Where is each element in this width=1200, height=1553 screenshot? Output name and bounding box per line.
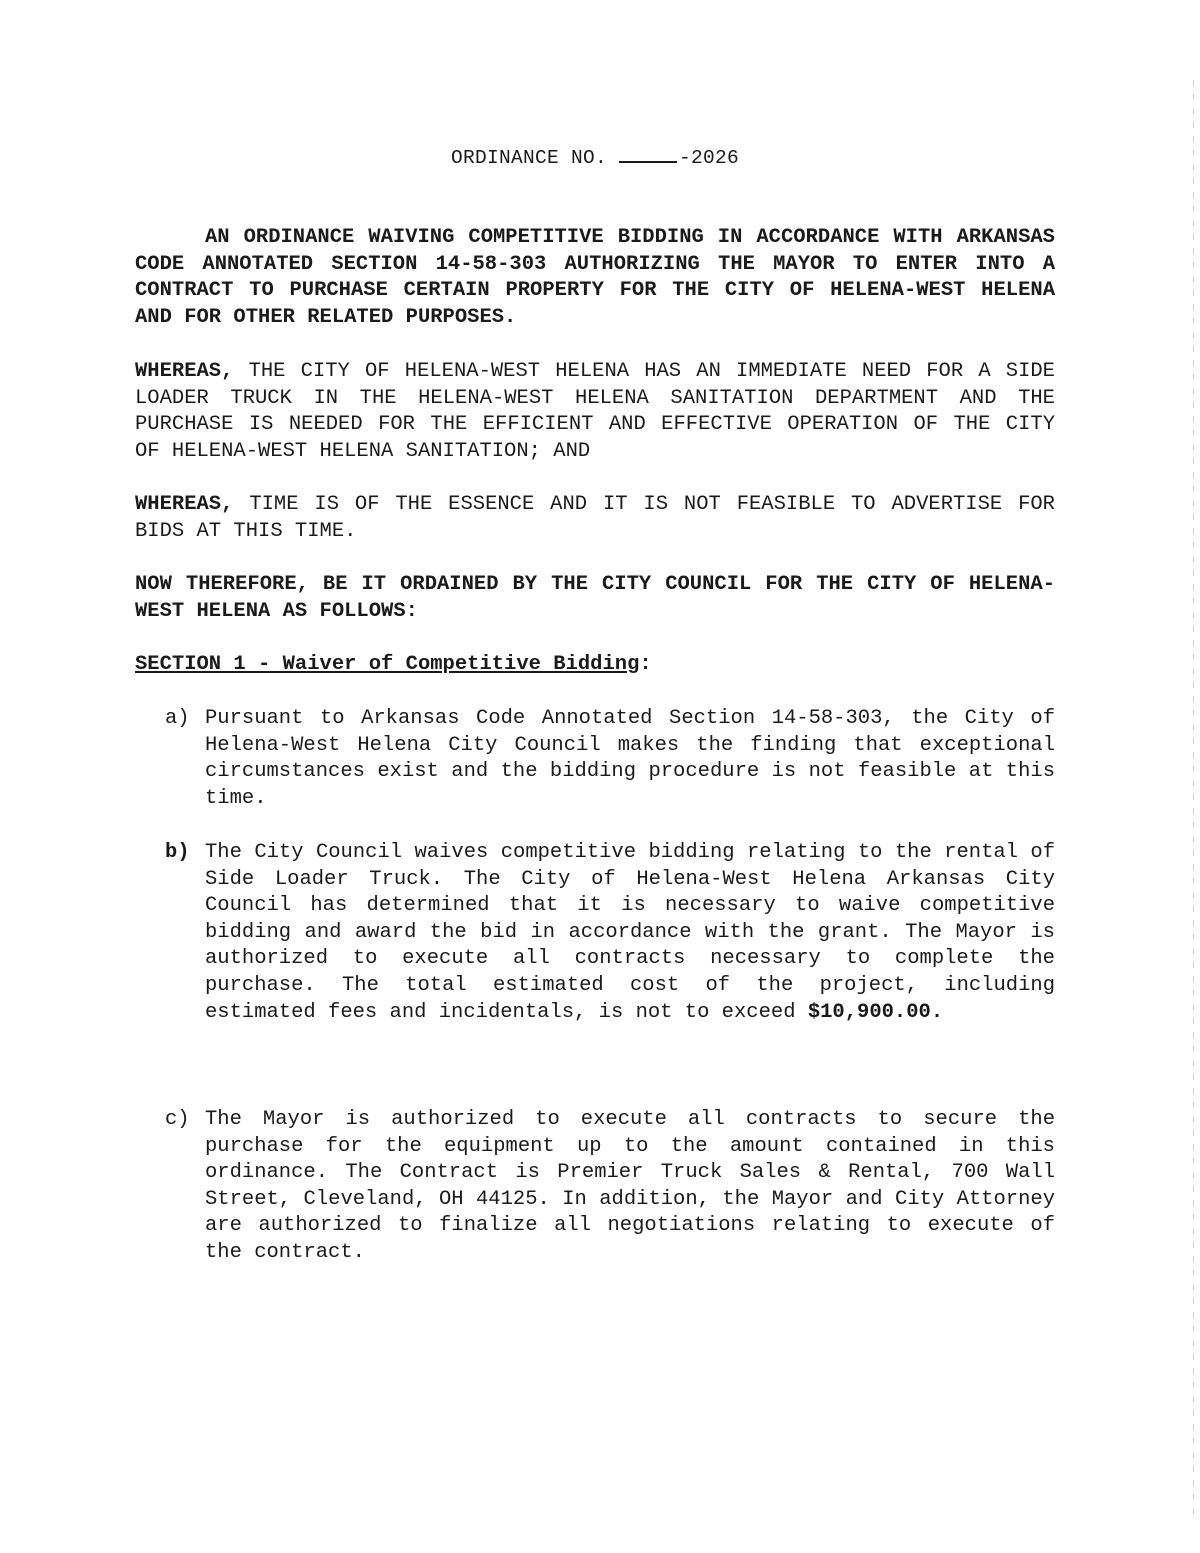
- ordinance-label: ORDINANCE NO.: [450, 147, 607, 169]
- section-1-heading: [135, 652, 652, 679]
- whereas-text: TIME IS OF THE ESSENCE AND IT IS NOT FEASIBLE TO ADVERTISE FOR BIDS AT THIS TIME.: [135, 493, 1055, 543]
- cost-amount: $10,900.00.: [807, 1000, 944, 1024]
- ordinance-number-blank: [619, 143, 677, 163]
- ordinance-title: [0, 143, 1190, 169]
- whereas-lead: WHEREAS,: [135, 493, 234, 516]
- list-item-marker: b): [165, 841, 190, 864]
- list-item-body: The City Council waives competitive bidding relating to the rental of Side Loader Truck. The City of Helena-West Helena Arkansas City Council has determined that it is necessary to waive competitive bidding and award the bid in accordance with the grant. The Mayor is authorized to execute all contracts necessary to complete the purchase. The total estimated cost of the project, including estimated fees and incidentals, is not to exceed: [205, 841, 1055, 1024]
- list-item-marker: a): [165, 707, 190, 730]
- section-1-heading-text: SECTION 1 - Waiver of Competitive Bidding: [135, 653, 640, 676]
- list-item-text: [205, 840, 1055, 1026]
- list-item-text: Pursuant to Arkansas Code Annotated Section 14-58-303, the City of Helena-West Helena City Council makes the finding that exceptional circumstances exist and the bidding procedure is not feasible at this time.: [205, 707, 1055, 810]
- list-item: [165, 1107, 1055, 1267]
- list-item: [165, 840, 1055, 1026]
- list-item: [165, 706, 1055, 812]
- section-1-colon: :: [639, 653, 652, 676]
- whereas-lead: WHEREAS,: [135, 360, 234, 383]
- list-item-text: The Mayor is authorized to execute all contracts to secure the purchase for the equipment up to the amount contained in this ordinance. The Contract is Premier Truck Sales & Rental, 700 Wall Street, Cleveland, OH 44125. In addition, the Mayor and City Attorney are authorized to finalize all negotiations relating to execute of the contract.: [205, 1108, 1055, 1264]
- whereas-text: THE CITY OF HELENA-WEST HELENA HAS AN IMMEDIATE NEED FOR A SIDE LOADER TRUCK IN THE HELENA-WEST HELENA SANITATION DEPARTMENT AND THE PURCHASE IS NEEDED FOR THE EFFICIENT AND EFFECTIVE OPERATION OF THE CITY OF HELENA-WEST HELENA SANITATION; AND: [135, 360, 1055, 463]
- ordinance-year: -2026: [679, 147, 740, 169]
- whereas-clause-2: [135, 492, 1055, 545]
- ordinance-caption: AN ORDINANCE WAIVING COMPETITIVE BIDDING IN ACCORDANCE WITH ARKANSAS CODE ANNOTATED SECTION 14-58-303 AUTHORIZING THE MAYOR TO ENTER INTO A CONTRACT TO PURCHASE CERTAIN PROPERTY FOR THE CITY OF HELENA-WEST HELENA AND FOR OTHER RELATED PURPOSES.: [135, 226, 1055, 329]
- whereas-clause-1: [135, 359, 1055, 465]
- now-therefore-clause: NOW THEREFORE, BE IT ORDAINED BY THE CITY COUNCIL FOR THE CITY OF HELENA-WEST HELENA AS FOLLOWS:: [135, 573, 1055, 623]
- list-item-marker: c): [165, 1108, 190, 1131]
- scan-edge-artifact: [1193, 80, 1194, 1520]
